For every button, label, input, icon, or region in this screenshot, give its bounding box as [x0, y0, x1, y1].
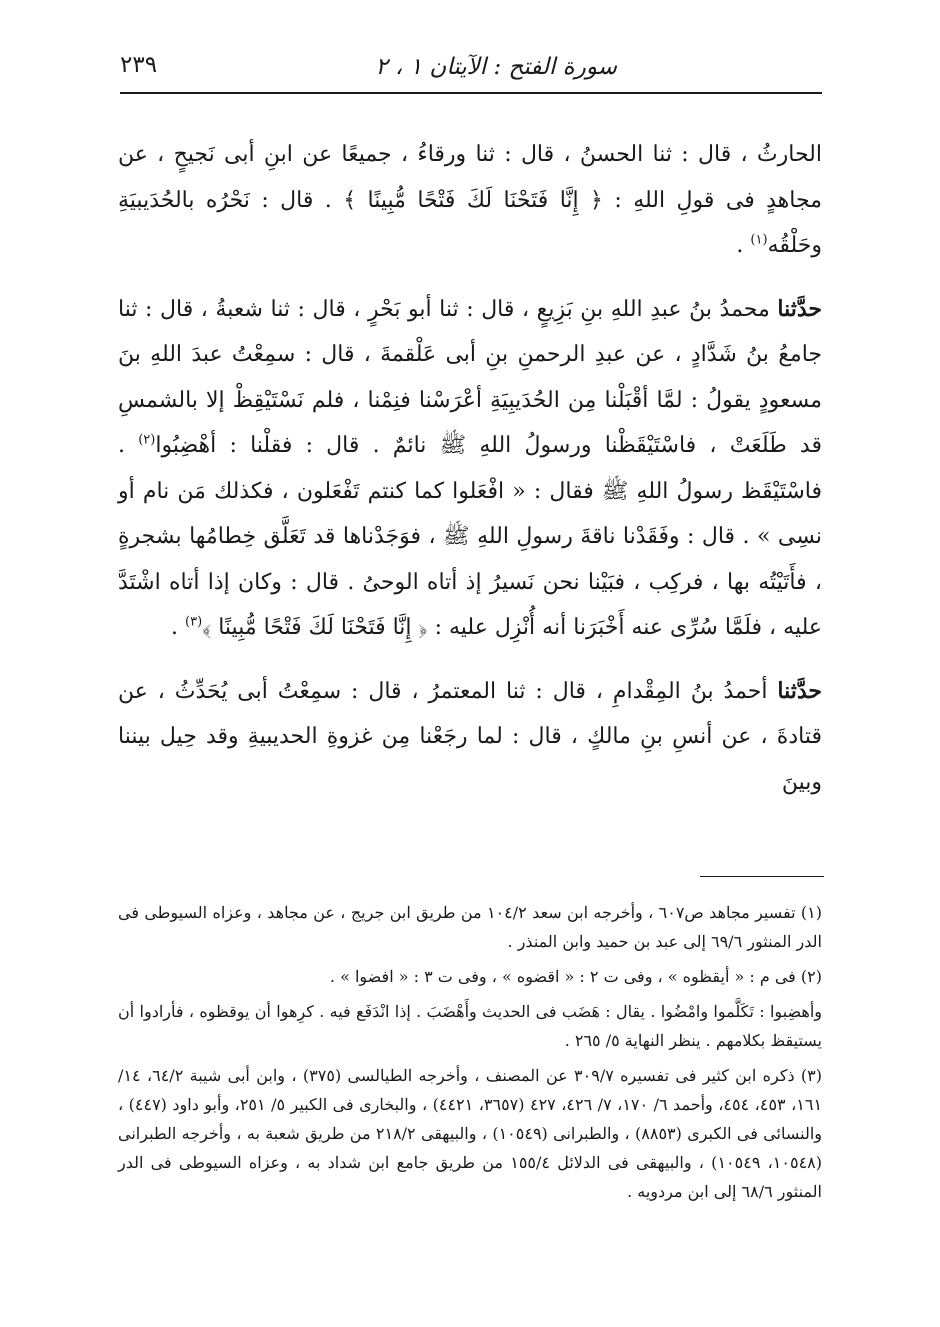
- quran-verse: ﴿ إِنَّا فَتَحْنَا لَكَ فَتْحًا مُّبِينًا ﴾: [343, 187, 603, 213]
- running-header: [120, 46, 822, 94]
- paragraph-text: محمدُ بنُ عبدِ اللهِ بنِ بَزِيعٍ ، قال : ثنا أبو بَحْرٍ ، قال : ثنا شعبةُ ، قال : ثنا جامعُ بنُ شَدَّادٍ ، عن عبدِ الرحمنِ بنِ أبى عَلْقمةَ ، قال : سمِعْتُ عبدَ اللهِ بنَ مسعودٍ يقولُ : لمَّا أقْبَلْنا مِن الحُدَيبِيَةِ أعْرَسْنا فنِمْنا ، فلم نَسْتَيْقِظْ إلا بالشمسِ قد طَلَعَتْ ، فاسْتَيْقَظْنا ورسولُ اللهِ ﷺ نائمٌ . قال : فقلْنا : أهْضِبُوا: [118, 296, 822, 458]
- footnote-2-explanation: وأهضِبوا : تَكَلَّموا وامْضُوا . يقال : هَضَب فى الحديث وأَهْضَبَ . إذا انْدَفَع فيه . كرِهوا أن يوقظوه ، فأرادوا أن يستيقظ بكلامهم . ينظر النهاية ٥/ ٢٦٥ .: [118, 1002, 823, 1050]
- footnote-2: (٢) فى م : « أيقظوه » ، وفى ت ٢ : « اقضوه » ، وفى ت ٣ : « افضوا » .: [329, 967, 822, 986]
- hadith-lead: حدَّثنا: [777, 295, 822, 322]
- paragraph-end: .: [736, 233, 751, 258]
- page-number: ٢٣٩: [120, 52, 158, 78]
- main-text: [118, 132, 822, 823]
- hadith-lead: حدَّثنا: [777, 677, 822, 704]
- paragraph-text: . قال : نَحْرُه بالحُدَيبيَةِ وحَلْقُه: [118, 187, 822, 258]
- paragraph-3: [118, 669, 822, 806]
- surah-title: سورة الفتح : الآيتان ١ ، ٢: [375, 54, 617, 80]
- footnotes: [118, 898, 822, 1212]
- footnote-ref: (١): [750, 232, 768, 248]
- paragraph-text: الحارثُ ، قال : ثنا الحسنُ ، قال : ثنا ورقاءُ ، جميعًا عن ابنِ أبى نَجيحٍ ، عن مجاهدٍ فى قولِ اللهِ :: [118, 142, 822, 213]
- footnote-ref: (٢): [138, 432, 156, 448]
- header-divider: [120, 92, 822, 94]
- footnote-1: (١) تفسير مجاهد ص٦٠٧ ، وأخرجه ابن سعد ١٠٤/٢ من طريق ابن جريج ، عن مجاهد ، وعزاه السيوطى فى الدر المنثور ٦٩/٦ إلى عبد بن حميد وابن المنذر .: [118, 903, 823, 951]
- footnote-divider: [700, 876, 824, 877]
- paragraph-2: [118, 287, 822, 651]
- paragraph-end: .: [171, 615, 186, 640]
- footnote-3: (٣) ذكره ابن كثير فى تفسيره ٣٠٩/٧ عن المصنف ، وأخرجه الطيالسى (٣٧٥) ، وابن أبى شيبة ٦٤/٢، ١٤/ ١٦١، ٤٥٣، ٤٥٤، وأحمد ٦/ ١٧٠، ٧/ ٤٢٦، ٤٢٧ (٣٦٥٧، ٤٤٢١) ، والبخارى فى الكبير ٥/ ٢٥١، وأبو داود (٤٤٧) ، والنسائى فى الكبرى (٨٨٥٣) ، والطبرانى (١٠٥٤٩) ، والبيهقى ٢١٨/٢ من طريق شعبة به ، وأخرجه الطبرانى (١٠٥٤٨، ١٠٥٤٩) ، والبيهقى فى الدلائل ١٥٥/٤ من طريق جامع ابن شداد به ، وعزاه السيوطى فى الدر المنثور ٦٨/٦ إلى ابن مردويه .: [118, 1066, 823, 1201]
- quran-verse: ﴿ إِنَّا فَتَحْنَا لَكَ فَتْحًا مُّبِينًا ﴾: [202, 615, 428, 640]
- footnote-ref: (٣): [185, 614, 203, 630]
- paragraph-text: أحمدُ بنُ المِقْدامِ ، قال : ثنا المعتمرُ ، قال : سمِعْتُ أبى يُحَدِّثُ ، عن قتادةَ ، عن أنسِ بنِ مالكٍ ، قال : لما رجَعْنا مِن غزوةِ الحديبيةِ وقد حِيل بيننا وبينَ: [118, 678, 822, 795]
- paragraph-text: . فاسْتَيْقَظ رسولُ اللهِ ﷺ فقال : « افْعَلوا كما كنتم تَفْعَلون ، فكذلك مَن نام أو نسِى » . قال : وفَقَدْنا ناقةَ رسولِ اللهِ ﷺ ، فوَجَدْناها قد تَعَلَّق خِطامُها بشجرةٍ ، فأَتَيْتُه بها ، فركِب ، فبَيْنا نحن نَسيرُ إذ أتاه الوحىُ . قال : وكان إذا أتاه اشْتَدَّ عليه ، فلَمَّا سُرِّى عنه أَخْبَرَنا أنه أُنْزِل عليه :: [118, 433, 822, 640]
- paragraph-1: [118, 132, 822, 269]
